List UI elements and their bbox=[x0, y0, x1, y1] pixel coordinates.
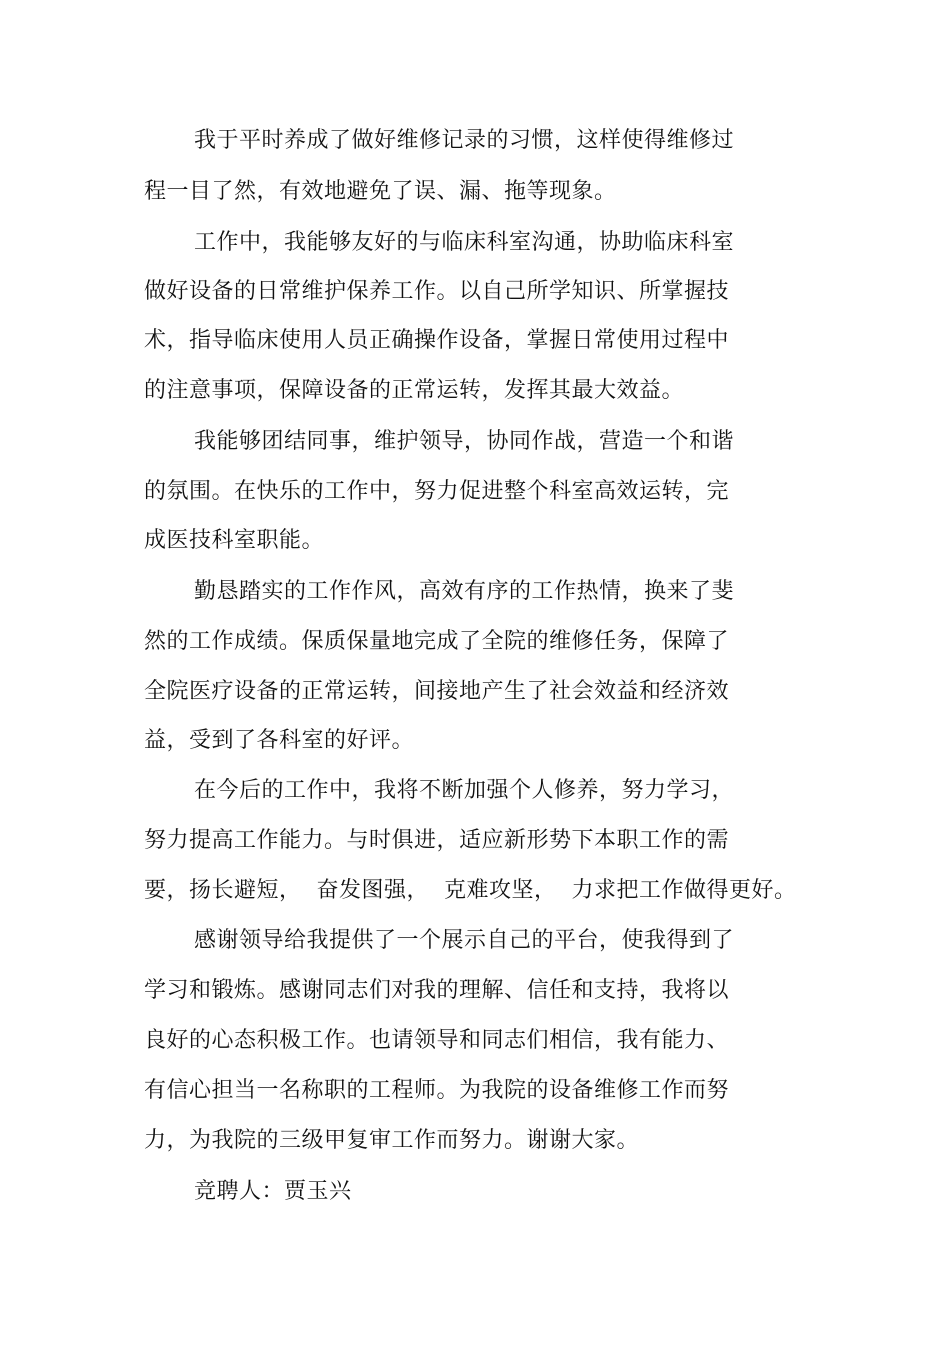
text-line: 益，受到了各科室的好评。 bbox=[144, 728, 415, 753]
text-line: 要，扬长避短， 奋发图强， 克难攻坚， 力求把工作做得更好。 bbox=[144, 878, 797, 903]
text-line: 在今后的工作中，我将不断加强个人修养，努力学习， bbox=[194, 778, 735, 803]
text-line: 做好设备的日常维护保养工作。以自己所学知识、所掌握技 bbox=[144, 279, 730, 304]
text-line: 我能够团结同事，维护领导，协同作战，营造一个和谐 bbox=[194, 429, 735, 454]
text-line: 成医技科室职能。 bbox=[144, 528, 325, 553]
text-line: 学习和锻炼。感谢同志们对我的理解、信任和支持，我将以 bbox=[144, 978, 730, 1003]
signature: 竞聘人：贾玉兴 bbox=[194, 1179, 352, 1204]
text-line: 术，指导临床使用人员正确操作设备，掌握日常使用过程中 bbox=[144, 328, 730, 353]
text-line: 的注意事项，保障设备的正常运转，发挥其最大效益。 bbox=[144, 378, 685, 403]
text-line: 工作中，我能够友好的与临床科室沟通，协助临床科室 bbox=[194, 230, 735, 255]
text-line: 程一目了然，有效地避免了误、漏、拖等现象。 bbox=[144, 179, 617, 204]
text-line: 感谢领导给我提供了一个展示自己的平台，使我得到了 bbox=[194, 928, 735, 953]
text-line: 有信心担当一名称职的工程师。为我院的设备维修工作而努 bbox=[144, 1078, 730, 1103]
text-line: 然的工作成绩。保质保量地完成了全院的维修任务，保障了 bbox=[144, 629, 730, 654]
text-line: 的氛围。在快乐的工作中，努力促进整个科室高效运转，完 bbox=[144, 479, 730, 504]
text-line: 力，为我院的三级甲复审工作而努力。谢谢大家。 bbox=[144, 1128, 640, 1153]
text-line: 我于平时养成了做好维修记录的习惯，这样使得维修过 bbox=[194, 128, 735, 153]
text-line: 勤恳踏实的工作作风，高效有序的工作热情，换来了斐 bbox=[194, 579, 735, 604]
text-line: 努力提高工作能力。与时俱进，适应新形势下本职工作的需 bbox=[144, 828, 730, 853]
text-line: 良好的心态积极工作。也请领导和同志们相信，我有能力、 bbox=[144, 1028, 730, 1053]
text-line: 全院医疗设备的正常运转，间接地产生了社会效益和经济效 bbox=[144, 679, 730, 704]
